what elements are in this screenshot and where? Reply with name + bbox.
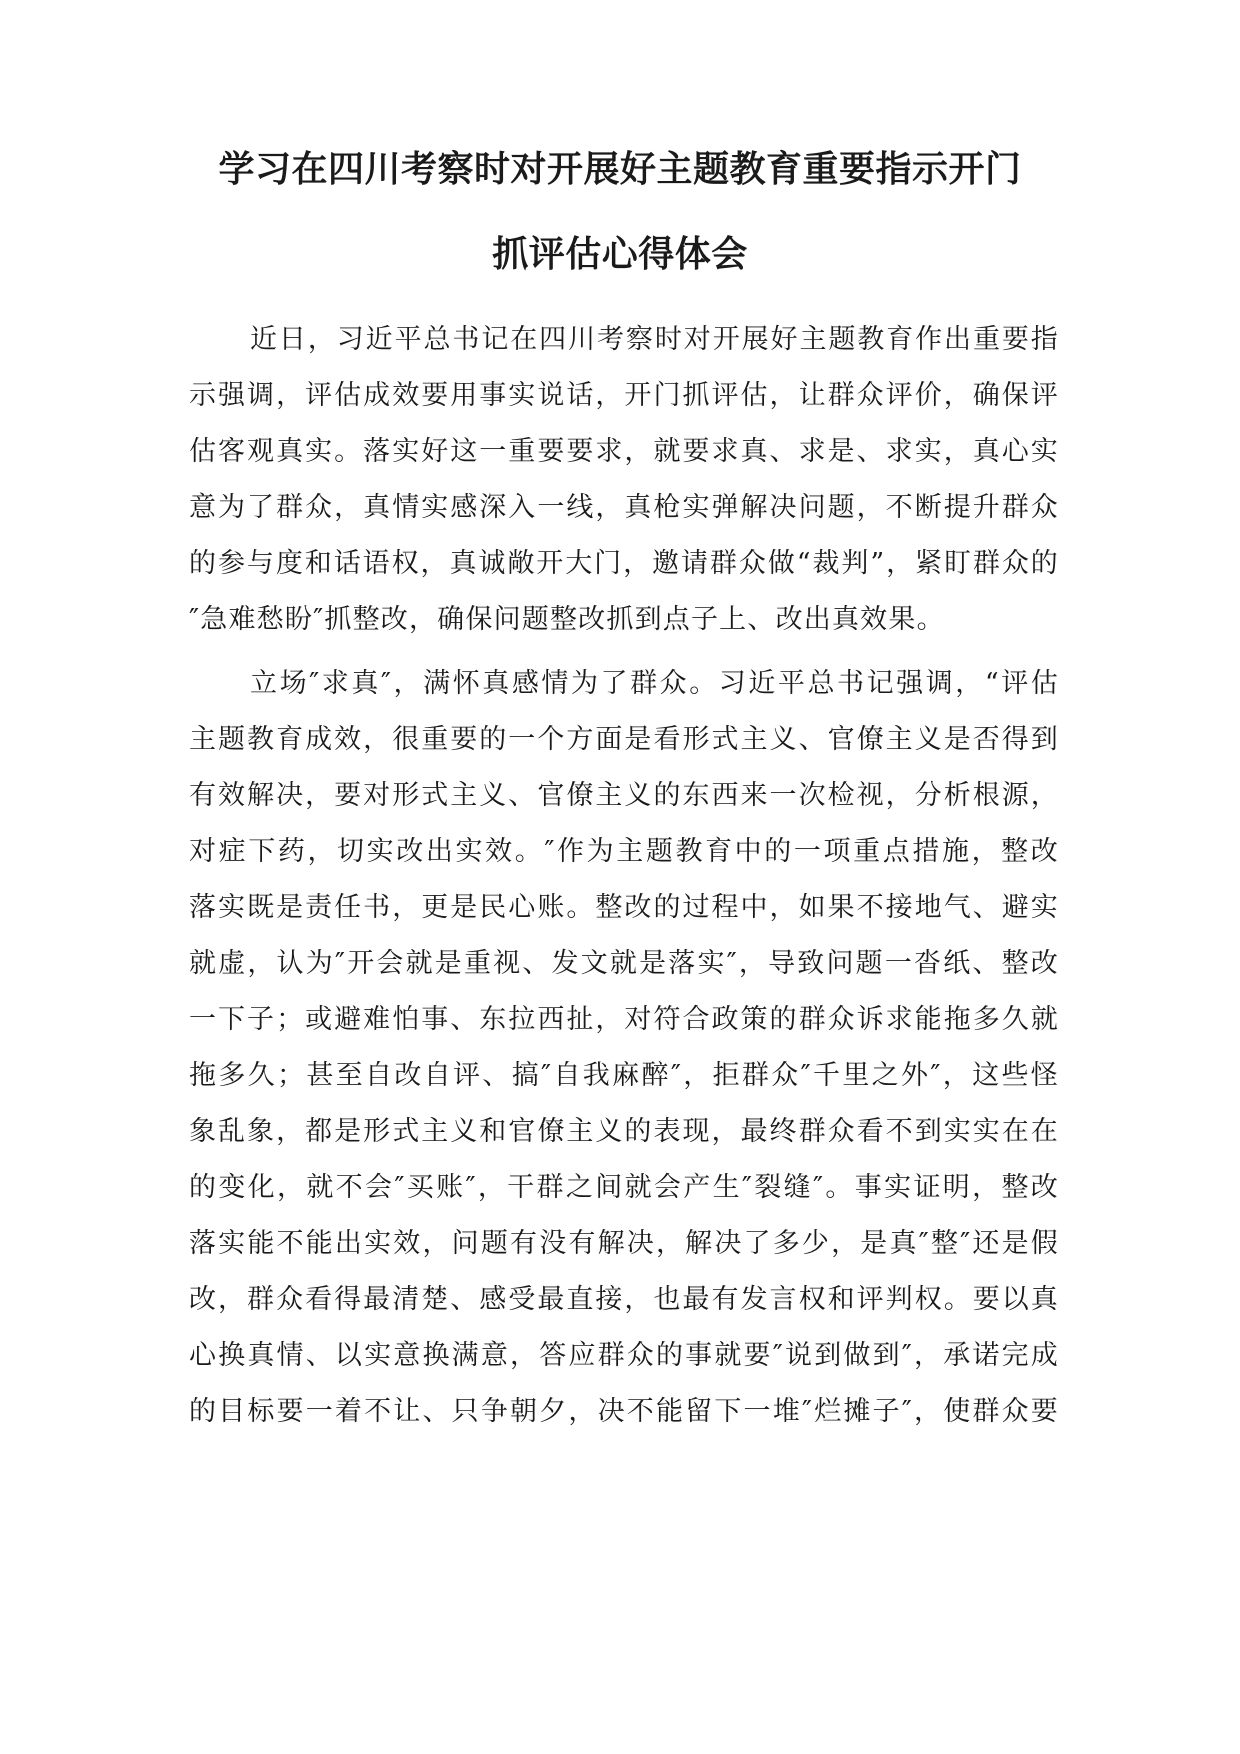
paragraph-line: 的参与度和话语权，真诚敞开大门，邀请群众做“裁判”，紧盯群众的 <box>189 548 1059 579</box>
paragraph-line: 意为了群众，真情实感深入一线，真枪实弹解决问题，不断提升群众 <box>189 492 1059 523</box>
paragraph-line: 的目标要一着不让、只争朝夕，决不能留下一堆″烂摊子″，使群众要 <box>189 1396 1059 1427</box>
paragraph-line: 的变化，就不会″买账″，干群之间就会产生″裂缝″。事实证明，整改 <box>189 1172 1059 1203</box>
paragraph-line: 有效解决，要对形式主义、官僚主义的东西来一次检视，分析根源， <box>189 780 1059 811</box>
paragraph-line: 示强调，评估成效要用事实说话，开门抓评估，让群众评价，确保评 <box>189 380 1059 411</box>
paragraph-line: 立场″求真″，满怀真感情为了群众。习近平总书记强调，“评估 <box>250 668 1059 699</box>
paragraph-2 <box>189 656 1059 1440</box>
paragraph-line: 改，群众看得最清楚、感受最直接，也最有发言权和评判权。要以真 <box>189 1284 1059 1315</box>
paragraph-line: 拖多久；甚至自改自评、搞″自我麻醉″，拒群众″千里之外″，这些怪 <box>189 1060 1059 1091</box>
paragraph-line: 对症下药，切实改出实效。″作为主题教育中的一项重点措施，整改 <box>189 836 1059 867</box>
paragraph-line: ″急难愁盼″抓整改，确保问题整改抓到点子上、改出真效果。 <box>189 604 945 635</box>
paragraph-line: 估客观真实。落实好这一重要要求，就要求真、求是、求实，真心实 <box>189 436 1059 467</box>
paragraph-line: 落实能不能出实效，问题有没有解决，解决了多少，是真″整″还是假 <box>189 1228 1059 1259</box>
paragraph-line: 就虚，认为″开会就是重视、发文就是落实″，导致问题一沓纸、整改 <box>189 948 1059 979</box>
paragraph-line: 近日，习近平总书记在四川考察时对开展好主题教育作出重要指 <box>250 324 1059 355</box>
paragraph-line: 一下子；或避难怕事、东拉西扯，对符合政策的群众诉求能拖多久就 <box>189 1004 1059 1035</box>
document-title <box>150 150 1090 275</box>
document-body <box>189 312 1059 1440</box>
paragraph-line: 主题教育成效，很重要的一个方面是看形式主义、官僚主义是否得到 <box>189 724 1059 755</box>
title-line-2: 抓评估心得体会 <box>492 234 748 275</box>
title-line-1: 学习在四川考察时对开展好主题教育重要指示开门 <box>218 149 1022 190</box>
paragraph-line: 心换真情、以实意换满意，答应群众的事就要″说到做到″，承诺完成 <box>189 1340 1059 1371</box>
paragraph-line: 象乱象，都是形式主义和官僚主义的表现，最终群众看不到实实在在 <box>189 1116 1059 1147</box>
paragraph-1 <box>189 312 1059 648</box>
paragraph-line: 落实既是责任书，更是民心账。整改的过程中，如果不接地气、避实 <box>189 892 1059 923</box>
